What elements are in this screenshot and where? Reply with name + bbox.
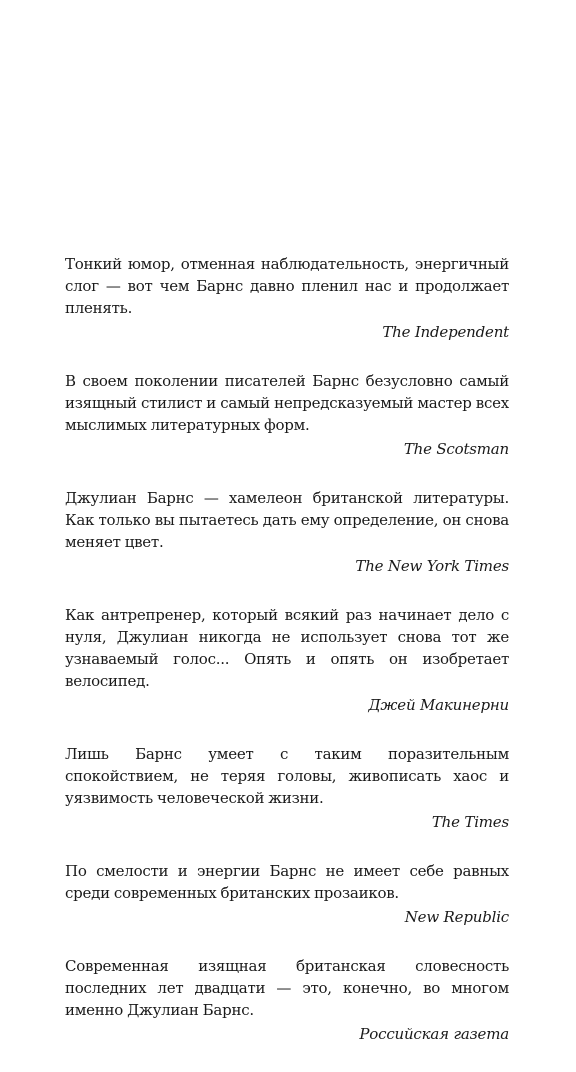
quote-source: The Independent [382,323,509,341]
quote-source: Джей Макинерни [368,696,509,714]
quote-text: Современная изящная британская словесность последних лет двадцати — это, конечно, во многом именно Джулиан Барнс. [65,957,509,1019]
quote-block [65,743,509,833]
quote-block [65,860,509,928]
quote-source: The New York Times [355,557,509,575]
quote-block [65,955,509,1045]
quote-source: The Times [431,813,509,831]
quote-text: Тонкий юмор, отменная наблюдательность, энергичный слог — вот чем Барнс давно пленил нас и продолжает пленять. [65,255,509,317]
quote-source: The Scotsman [403,440,509,458]
quote-text: Как антрепренер, который всякий раз начинает дело с нуля, Джулиан никогда не использует снова тот же узнаваемый голос... Опять и опять он изобретает велосипед. [65,606,509,690]
quote-block [65,487,509,577]
quote-block [65,370,509,460]
quote-text: В своем поколении писателей Барнс безусловно самый изящный стилист и самый непредсказуемый мастер всех мыслимых литературных форм. [65,372,509,434]
quote-text: По смелости и энергии Барнс не имеет себе равных среди современных британских прозаиков. [65,862,509,902]
quote-text: Лишь Барнс умеет с таким поразительным спокойствием, не теряя головы, живописать хаос и уязвимость человеческой жизни. [65,745,509,807]
quote-source: New Republic [404,908,509,926]
blurb-page [65,253,509,1072]
quote-block [65,253,509,343]
quote-text: Джулиан Барнс — хамелеон британской литературы. Как только вы пытаетесь дать ему определение, он снова меняет цвет. [65,489,509,551]
quote-source: Российская газета [359,1025,509,1043]
quote-block [65,604,509,716]
